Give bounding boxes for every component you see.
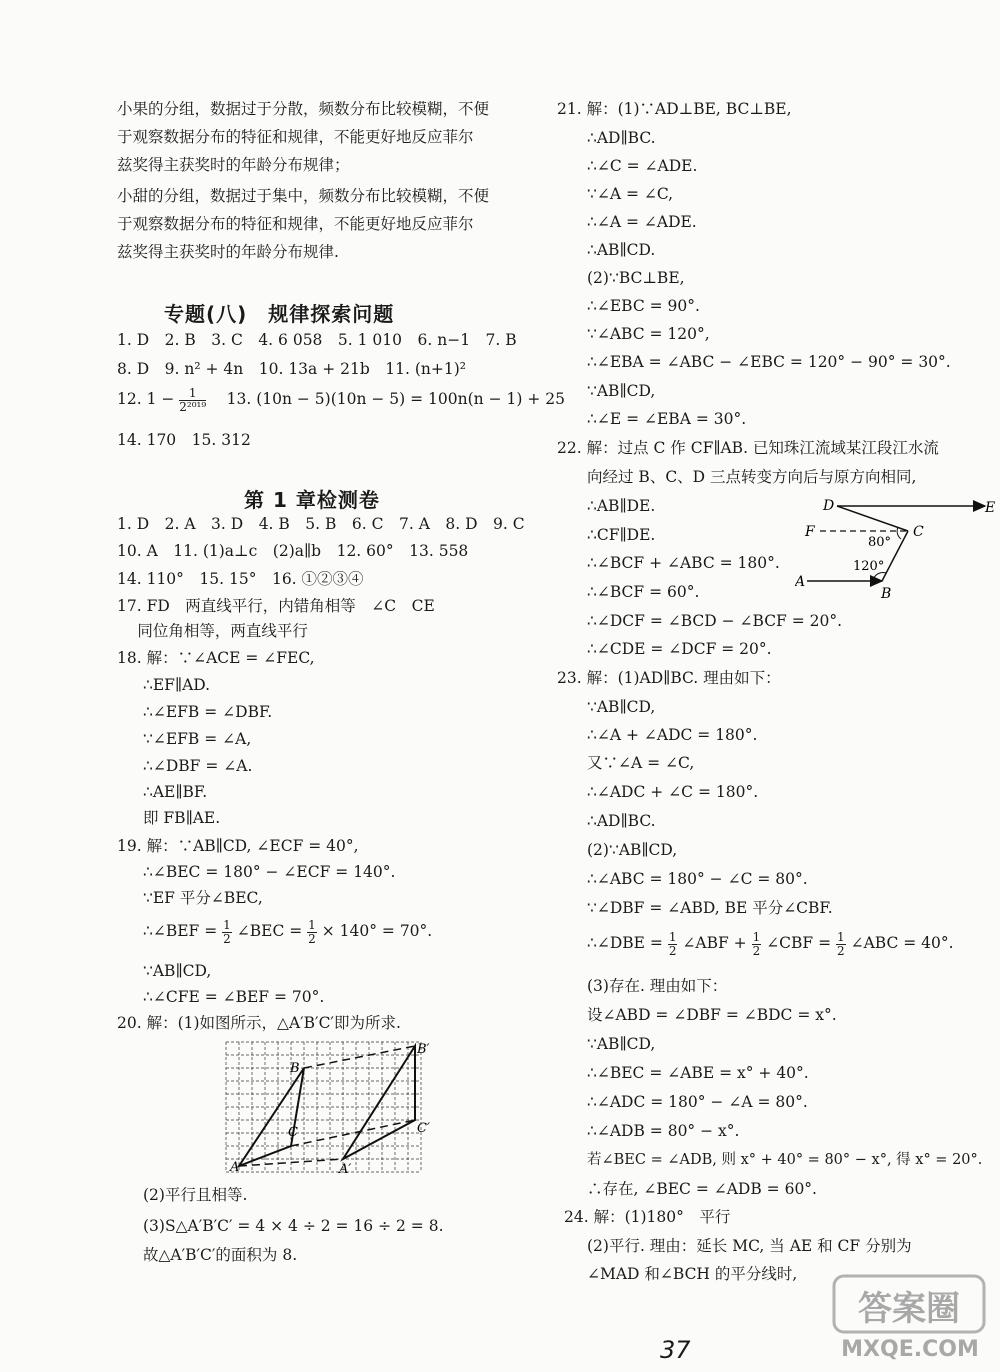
q12-fraction xyxy=(179,387,206,414)
q21-line: ∴AB∥CD. xyxy=(587,241,656,259)
q23-line: (2)∵AB∥CD, xyxy=(587,841,678,859)
q24-line: 24. 解：(1)180° 平行 xyxy=(564,1208,731,1226)
label-B: B xyxy=(881,586,892,602)
answer-line: 8. D 9. n² + 4n 10. 13a + 21b 11. (n+1)² xyxy=(117,360,466,378)
q22-line: ∴∠CDE = ∠DCF = 20°. xyxy=(587,640,772,658)
q20-line: (2)平行且相等. xyxy=(143,1186,248,1204)
q23-dbe-c: ∠CBF = xyxy=(766,934,832,952)
q21-line: ∴∠EBC = 90°. xyxy=(587,297,700,315)
q24-line: (2)平行. 理由：延长 MC, 当 AE 和 CF 分别为 xyxy=(587,1237,912,1255)
q22-line: ∴∠BCF + ∠ABC = 180°. xyxy=(587,554,780,572)
label-A: A xyxy=(795,574,806,590)
page-number: 37 xyxy=(660,1336,691,1364)
q19-bef-a: ∴∠BEF = xyxy=(143,922,218,940)
answer-line: 1. D 2. A 3. D 4. B 5. B 6. C 7. A 8. D 9. C xyxy=(117,515,525,533)
answer-line: 14. 110° 15. 15° 16. ①②③④ xyxy=(117,570,364,588)
q20-grid-figure xyxy=(222,1040,434,1174)
frac-den: 2 xyxy=(837,943,845,958)
answer-line: 同位角相等，两直线平行 xyxy=(117,622,308,640)
q23-line: ∴存在, ∠BEC = ∠ADB = 60°. xyxy=(587,1180,817,1198)
answer-line: 10. A 11. (1)a⊥c (2)a∥b 12. 60° 13. 558 xyxy=(117,542,469,560)
q18-line: ∴∠EFB = ∠DBF. xyxy=(143,703,273,721)
intro-line: 兹奖得主获奖时的年龄分布规律. xyxy=(117,243,339,261)
frac-den: 2 xyxy=(308,931,316,946)
answer-line-12 xyxy=(117,384,565,414)
q22-line: ∴∠DCF = ∠BCD − ∠BCF = 20°. xyxy=(587,612,843,630)
q19-line: ∵AB∥CD, xyxy=(143,962,212,980)
q23-dbe-a: ∴∠DBE = xyxy=(587,934,663,952)
half-fraction xyxy=(668,931,678,958)
angle-80: 80° xyxy=(868,535,892,550)
q23-line: ∴∠A + ∠ADC = 180°. xyxy=(587,726,758,744)
q19-bef-line xyxy=(143,914,432,948)
label-C: C xyxy=(288,1125,298,1140)
q21-line: ∴AD∥BC. xyxy=(587,129,656,147)
q21-line: (2)∵BC⊥BE, xyxy=(587,269,685,287)
q21-line: ∴∠E = ∠EBA = 30°. xyxy=(587,410,747,428)
topic8-heading: 专题(八) 规律探索问题 xyxy=(164,302,395,326)
triangles xyxy=(239,1046,415,1166)
q12-num: 1 xyxy=(179,387,206,401)
watermark-url: MXQE.COM xyxy=(841,1337,979,1362)
q23-line: ∴∠BEC = ∠ABE = x° + 40°. xyxy=(587,1064,809,1082)
q22-river-figure xyxy=(795,494,1000,604)
intro-line: 小果的分组，数据过于分散，频数分布比较模糊，不便 xyxy=(117,100,490,118)
q12-rest: 13. (10n − 5)(10n − 5) = 100n(n − 1) + 25 xyxy=(211,390,565,408)
label-B-prime: B′ xyxy=(417,1042,430,1057)
q21-line: ∴∠A = ∠ADE. xyxy=(587,213,697,231)
q23-line: 又∵∠A = ∠C, xyxy=(587,754,695,772)
label-C: C xyxy=(913,524,924,540)
translation-lines xyxy=(239,1046,415,1166)
label-E: E xyxy=(985,500,996,516)
q19-line: ∴∠BEC = 180° − ∠ECF = 140°. xyxy=(143,863,396,881)
q18-line: ∴EF∥AD. xyxy=(143,676,211,694)
q18-line: ∴∠DBF = ∠A. xyxy=(143,757,253,775)
q18-line: 即 FB∥AE. xyxy=(143,809,221,827)
frac-den: 2 xyxy=(752,943,761,958)
q23-line: 若∠BEC = ∠ADB, 则 x° + 40° = 80° − x°, 得 x° = 20°. xyxy=(587,1152,983,1168)
q18-line: ∴AE∥BF. xyxy=(143,783,208,801)
half-fraction xyxy=(307,919,317,946)
q22-line: ∴CF∥DE. xyxy=(587,526,656,544)
grid-lines xyxy=(226,1042,421,1172)
q23-line: ∵AB∥CD, xyxy=(587,698,656,716)
q22-line: 向经过 B、C、D 三点转变方向后与原方向相同, xyxy=(587,468,917,486)
q23-dbe-b: ∠ABF + xyxy=(682,934,747,952)
q23-line: ∵∠DBF = ∠ABD, BE 平分∠CBF. xyxy=(587,899,833,917)
frac-num: 1 xyxy=(308,917,316,932)
q21-line: ∵∠A = ∠C, xyxy=(587,185,674,203)
q19-bef-c: × 140° = 70°. xyxy=(321,922,433,940)
q21-line: ∴∠EBA = ∠ABC − ∠EBC = 120° − 90° = 30°. xyxy=(587,353,951,371)
q23-dbe-d: ∠ABC = 40°. xyxy=(850,934,954,952)
intro-line: 于观察数据分布的特征和规律，不能更好地反应菲尔 xyxy=(117,215,474,233)
watermark-logo xyxy=(830,1270,995,1365)
answer-line: 14. 170 15. 312 xyxy=(117,431,251,449)
label-B: B xyxy=(290,1061,300,1076)
q23-line: ∴∠ABC = 180° − ∠C = 80°. xyxy=(587,870,808,888)
half-fraction xyxy=(836,931,846,958)
q23-dbe-line xyxy=(587,925,954,961)
q20-line: (3)S△A′B′C′ = 4 × 4 ÷ 2 = 16 ÷ 2 = 8. xyxy=(143,1217,444,1235)
answer-line: 17. FD 两直线平行，内错角相等 ∠C CE xyxy=(117,597,435,615)
frac-num: 1 xyxy=(223,917,231,932)
q23-line: 设∠ABD = ∠DBF = ∠BDC = x°. xyxy=(587,1006,837,1024)
q23-line: ∴AD∥BC. xyxy=(587,812,656,830)
q23-line: ∵AB∥CD, xyxy=(587,1035,656,1053)
q20-line: 20. 解：(1)如图所示，△A′B′C′即为所求. xyxy=(117,1014,401,1032)
q23-line: 23. 解：(1)AD∥BC. 理由如下： xyxy=(557,669,781,687)
line-DC xyxy=(837,506,908,531)
q12-den: 2²⁰¹⁹ xyxy=(179,399,207,414)
q21-line: ∵∠ABC = 120°, xyxy=(587,325,710,343)
intro-line: 于观察数据分布的特征和规律，不能更好地反应菲尔 xyxy=(117,128,474,146)
q20-line: 故△A′B′C′的面积为 8. xyxy=(143,1246,298,1264)
frac-num: 1 xyxy=(752,929,761,944)
q21-line: 21. 解：(1)∵AD⊥BE, BC⊥BE, xyxy=(557,100,792,118)
q23-line: ∴∠ADC = 180° − ∠A = 80°. xyxy=(587,1093,808,1111)
angle-120: 120° xyxy=(853,559,885,574)
q21-line: ∵AB∥CD, xyxy=(587,382,656,400)
label-D: D xyxy=(823,498,835,514)
q19-bef-b: ∠BEC = xyxy=(236,922,303,940)
frac-den: 2 xyxy=(223,931,231,946)
half-fraction xyxy=(222,919,232,946)
q19-line: 19. 解：∵AB∥CD, ∠ECF = 40°, xyxy=(117,837,359,855)
q19-line: ∴∠CFE = ∠BEF = 70°. xyxy=(143,988,325,1006)
label-A: A xyxy=(230,1160,240,1174)
frac-num: 1 xyxy=(668,929,677,944)
q22-line: 22. 解：过点 C 作 CF∥AB. 已知珠江流域某江段江水流 xyxy=(557,439,939,457)
watermark-text: 答案圈 xyxy=(858,1289,960,1329)
q23-line: ∴∠ADB = 80° − x°. xyxy=(587,1122,740,1140)
q21-line: ∴∠C = ∠ADE. xyxy=(587,157,698,175)
chapter1-heading: 第 1 章检测卷 xyxy=(244,488,380,512)
q24-line: ∠MAD 和∠BCH 的平分线时, xyxy=(587,1265,798,1283)
q23-line: ∴∠ADC + ∠C = 180°. xyxy=(587,783,759,801)
intro-line: 兹奖得主获奖时的年龄分布规律； xyxy=(117,156,350,174)
half-fraction xyxy=(752,931,762,958)
q22-line: ∴∠BCF = 60°. xyxy=(587,583,700,601)
answer-line: 1. D 2. B 3. C 4. 6 058 5. 1 010 6. n−1 7. B xyxy=(117,331,517,349)
q18-line: ∵∠EFB = ∠A, xyxy=(143,730,252,748)
q12-prefix: 12. 1 − xyxy=(117,390,175,408)
frac-num: 1 xyxy=(837,929,845,944)
frac-den: 2 xyxy=(668,943,677,958)
q23-line: (3)存在. 理由如下： xyxy=(587,977,728,995)
label-C-prime: C′ xyxy=(417,1121,430,1136)
q22-line: ∴AB∥DE. xyxy=(587,497,656,515)
label-F: F xyxy=(805,524,815,540)
q18-line: 18. 解：∵∠ACE = ∠FEC, xyxy=(117,649,315,667)
label-A-prime: A′ xyxy=(339,1162,352,1174)
q19-line: ∵EF 平分∠BEC, xyxy=(143,889,263,907)
intro-line: 小甜的分组，数据过于集中，频数分布比较模糊，不便 xyxy=(117,187,490,205)
